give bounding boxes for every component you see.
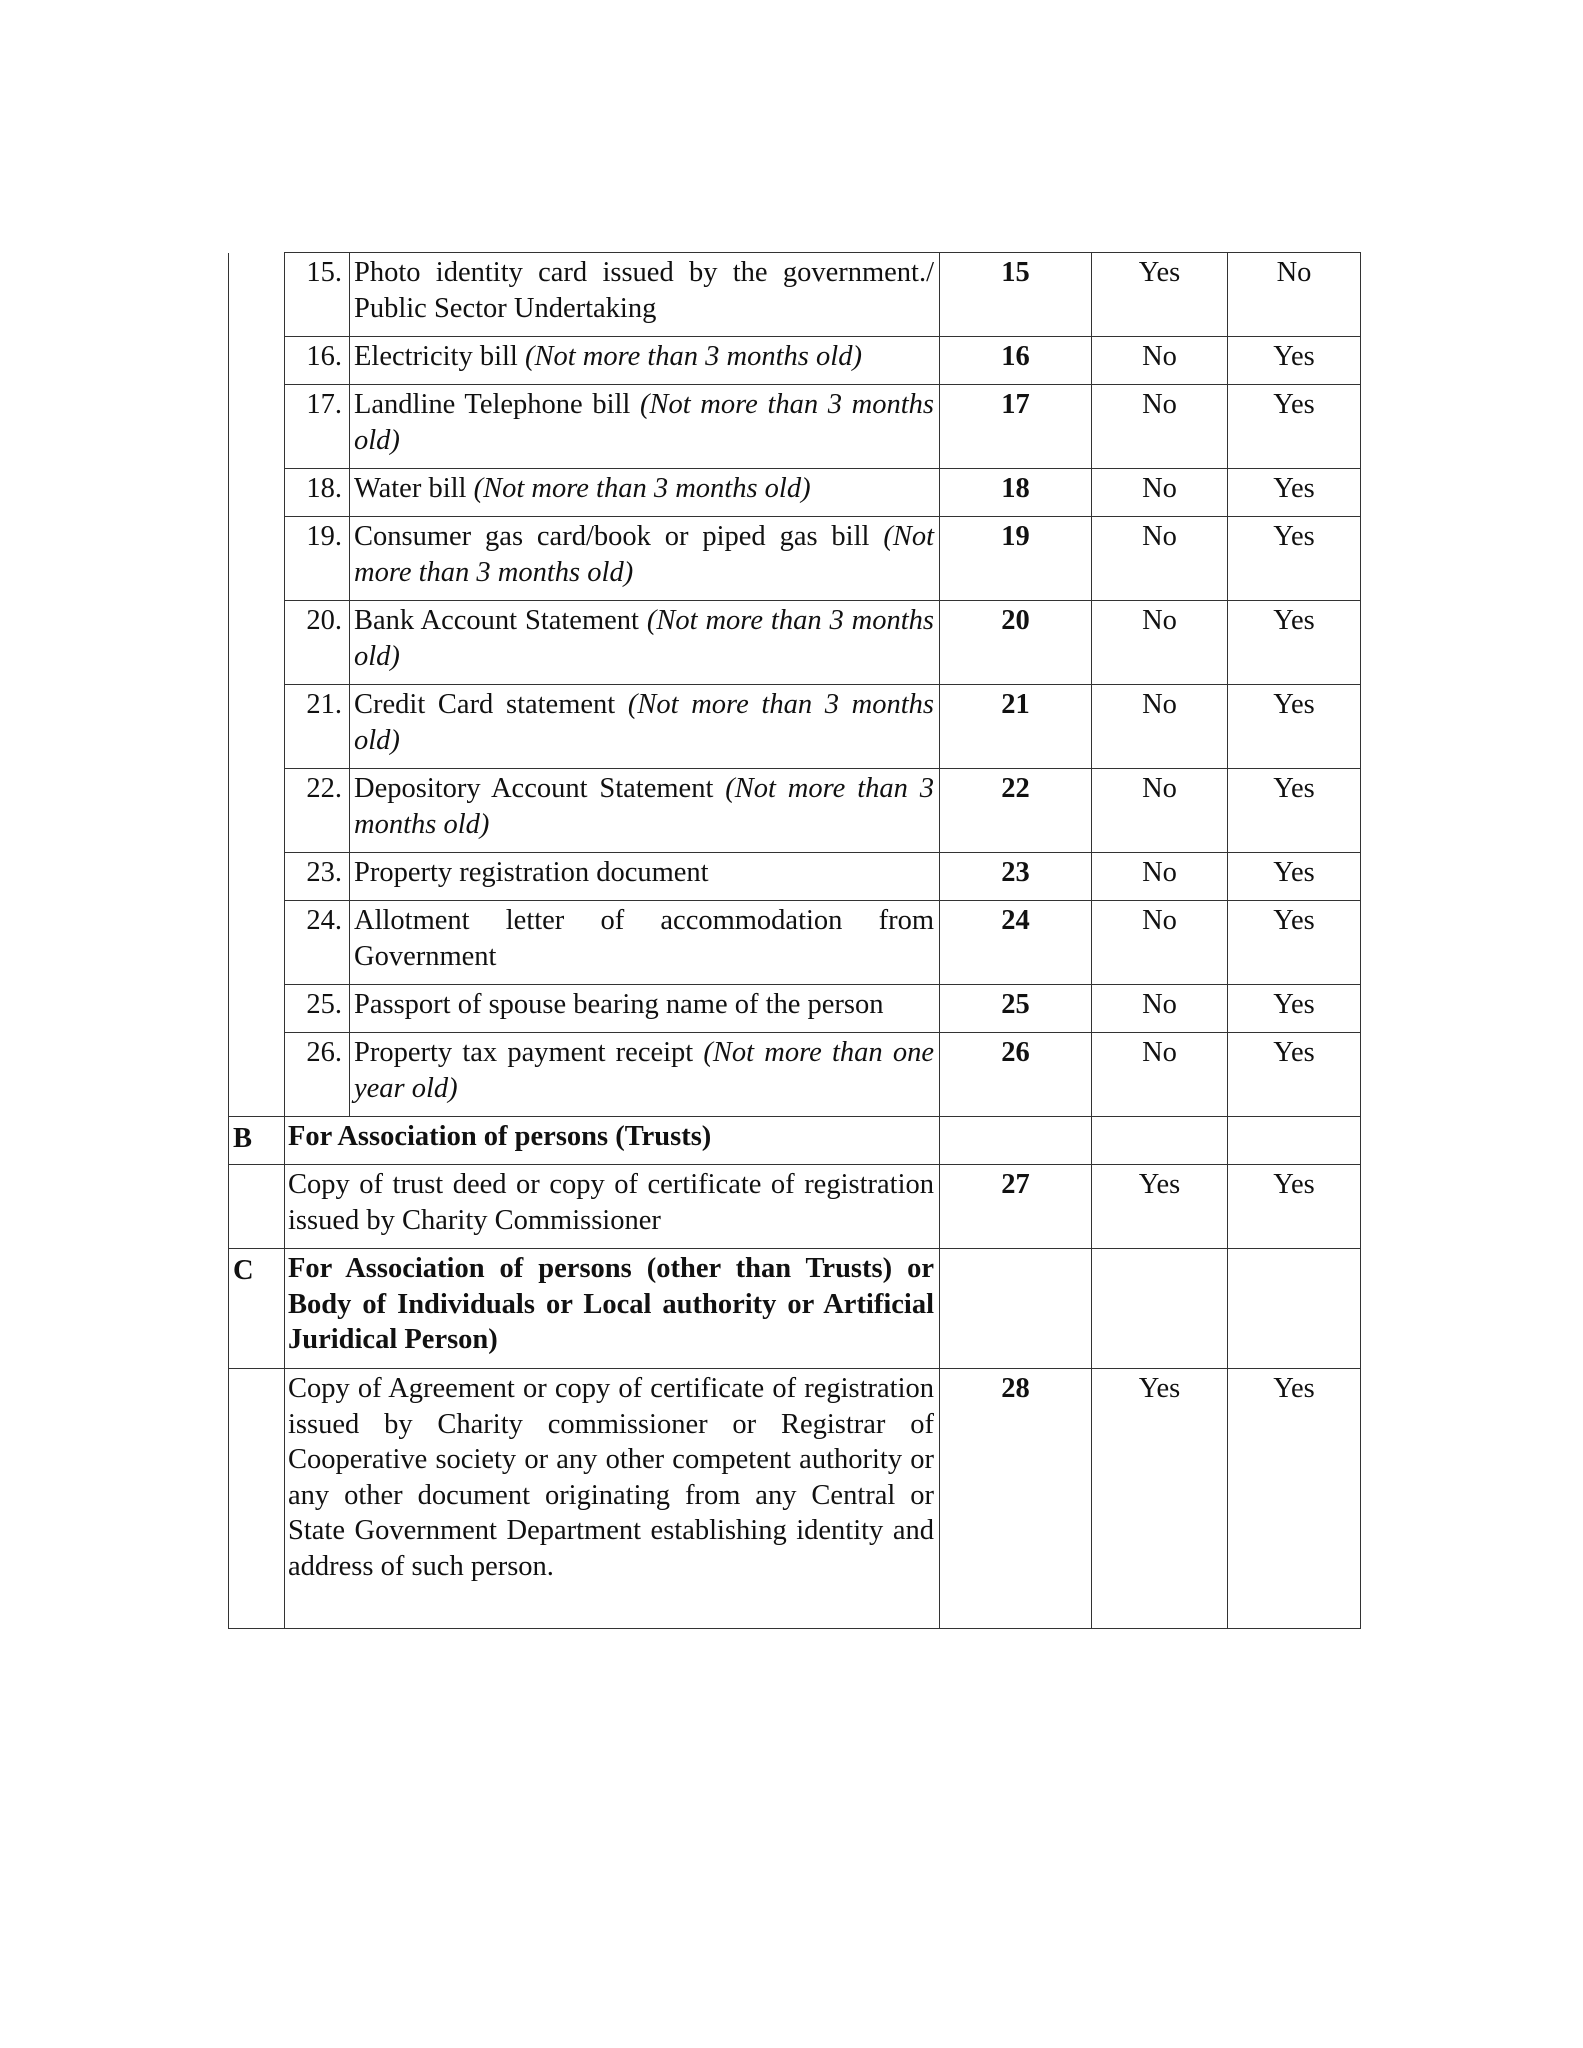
item-code: 28 xyxy=(940,1369,1092,1629)
section-letter-cell xyxy=(229,385,285,469)
item-code: 15 xyxy=(940,253,1092,337)
item-col4-value: Yes xyxy=(1228,601,1361,685)
section-letter: C xyxy=(229,1249,285,1369)
item-description xyxy=(350,1033,940,1117)
item-code: 17 xyxy=(940,385,1092,469)
item-number: 26. xyxy=(285,1033,350,1117)
item-text: Electricity bill xyxy=(354,341,518,372)
section-letter-cell xyxy=(229,469,285,517)
item-number: 18. xyxy=(285,469,350,517)
item-code: 19 xyxy=(940,517,1092,601)
table-row xyxy=(229,1165,1361,1249)
section-letter-cell xyxy=(229,985,285,1033)
item-col3-value: No xyxy=(1092,517,1228,601)
item-description xyxy=(350,517,940,601)
item-code: 24 xyxy=(940,901,1092,985)
proof-documents-table xyxy=(228,252,1361,1629)
item-number: 24. xyxy=(285,901,350,985)
empty-cell xyxy=(940,1249,1092,1369)
section-letter-cell xyxy=(229,685,285,769)
item-note: (Not more than 3 months old) xyxy=(354,521,935,588)
item-number: 20. xyxy=(285,601,350,685)
section-letter-cell xyxy=(229,517,285,601)
table-row xyxy=(229,253,1361,337)
empty-cell xyxy=(1228,1117,1361,1165)
item-col4-value: Yes xyxy=(1228,853,1361,901)
section-heading: For Association of persons (other than Trusts) or Body of Individuals or Local authority or Artificial Juridical Person) xyxy=(285,1249,940,1369)
item-col3-value: No xyxy=(1092,985,1228,1033)
section-letter-cell xyxy=(229,1369,285,1629)
empty-cell xyxy=(940,1117,1092,1165)
section-letter-cell xyxy=(229,769,285,853)
item-text: Landline Telephone bill xyxy=(354,389,631,420)
item-description xyxy=(350,901,940,985)
item-description xyxy=(350,469,940,517)
table-row xyxy=(229,469,1361,517)
item-description xyxy=(350,685,940,769)
item-description xyxy=(350,601,940,685)
item-code: 20 xyxy=(940,601,1092,685)
item-note: (Not more than 3 months old) xyxy=(354,689,934,756)
item-text: Photo identity card issued by the government./ Public Sector Undertaking xyxy=(354,257,934,324)
section-letter-cell xyxy=(229,1033,285,1117)
item-code: 23 xyxy=(940,853,1092,901)
table-row xyxy=(229,769,1361,853)
empty-cell xyxy=(1228,1249,1361,1369)
item-col4-value: Yes xyxy=(1228,517,1361,601)
item-col3-value: Yes xyxy=(1092,1165,1228,1249)
item-col3-value: No xyxy=(1092,685,1228,769)
item-code: 26 xyxy=(940,1033,1092,1117)
section-letter-cell xyxy=(229,853,285,901)
table-row xyxy=(229,601,1361,685)
item-number: 21. xyxy=(285,685,350,769)
item-col3-value: Yes xyxy=(1092,253,1228,337)
item-number: 17. xyxy=(285,385,350,469)
item-description xyxy=(350,853,940,901)
item-code: 16 xyxy=(940,337,1092,385)
item-description xyxy=(350,253,940,337)
item-col4-value: Yes xyxy=(1228,901,1361,985)
item-text: Passport of spouse bearing name of the person xyxy=(354,989,884,1020)
item-col4-value: Yes xyxy=(1228,685,1361,769)
item-description: Copy of trust deed or copy of certificate of registration issued by Charity Commissioner xyxy=(285,1165,940,1249)
item-text: Depository Account Statement xyxy=(354,773,714,804)
item-col3-value: No xyxy=(1092,601,1228,685)
item-note: (Not more than 3 months old) xyxy=(473,473,811,504)
table-row xyxy=(229,517,1361,601)
section-letter-cell xyxy=(229,1165,285,1249)
section-heading-row xyxy=(229,1117,1361,1165)
item-col3-value: No xyxy=(1092,337,1228,385)
item-col4-value: Yes xyxy=(1228,385,1361,469)
item-code: 21 xyxy=(940,685,1092,769)
item-col3-value: No xyxy=(1092,853,1228,901)
item-number: 25. xyxy=(285,985,350,1033)
table-row xyxy=(229,337,1361,385)
item-code: 18 xyxy=(940,469,1092,517)
table-body xyxy=(229,253,1361,1629)
item-col4-value: Yes xyxy=(1228,769,1361,853)
section-letter-cell xyxy=(229,253,285,337)
item-col4-value: Yes xyxy=(1228,1369,1361,1629)
empty-cell xyxy=(1092,1117,1228,1165)
item-col3-value: Yes xyxy=(1092,1369,1228,1629)
section-letter-cell xyxy=(229,337,285,385)
item-number: 16. xyxy=(285,337,350,385)
item-text: Property registration document xyxy=(354,857,709,888)
item-description xyxy=(350,769,940,853)
item-col3-value: No xyxy=(1092,385,1228,469)
item-text: Bank Account Statement xyxy=(354,605,639,636)
section-heading-row xyxy=(229,1249,1361,1369)
section-letter-cell xyxy=(229,601,285,685)
section-letter: B xyxy=(229,1117,285,1165)
table-row xyxy=(229,901,1361,985)
table-row xyxy=(229,1033,1361,1117)
item-note: (Not more than 3 months old) xyxy=(354,605,934,672)
item-text: Allotment letter of accommodation from Government xyxy=(354,905,934,972)
item-col4-value: Yes xyxy=(1228,469,1361,517)
item-col3-value: No xyxy=(1092,901,1228,985)
item-text: Credit Card statement xyxy=(354,689,616,720)
table-row xyxy=(229,685,1361,769)
table-row xyxy=(229,385,1361,469)
item-description xyxy=(350,337,940,385)
item-col4-value: Yes xyxy=(1228,985,1361,1033)
item-note: (Not more than 3 months old) xyxy=(524,341,862,372)
item-note: (Not more than 3 months old) xyxy=(354,389,934,456)
item-text: Water bill xyxy=(354,473,467,504)
item-col4-value: Yes xyxy=(1228,337,1361,385)
item-code: 25 xyxy=(940,985,1092,1033)
table-row xyxy=(229,985,1361,1033)
item-code: 22 xyxy=(940,769,1092,853)
item-number: 19. xyxy=(285,517,350,601)
item-description xyxy=(350,385,940,469)
item-col4-value: Yes xyxy=(1228,1033,1361,1117)
empty-cell xyxy=(1092,1249,1228,1369)
item-text: Consumer gas card/book or piped gas bill xyxy=(354,521,870,552)
item-number: 23. xyxy=(285,853,350,901)
item-number: 15. xyxy=(285,253,350,337)
section-letter-cell xyxy=(229,901,285,985)
item-col3-value: No xyxy=(1092,469,1228,517)
table-row xyxy=(229,1369,1361,1629)
item-description: Copy of Agreement or copy of certificate of registration issued by Charity commissioner or Registrar of Cooperative society or any other competent authority or any other document originating from any Central or State Government Department establishing identity and address of such person. xyxy=(285,1369,940,1629)
item-text: Property tax payment receipt xyxy=(354,1037,694,1068)
item-note: (Not more than one year old) xyxy=(354,1037,934,1104)
item-description xyxy=(350,985,940,1033)
item-col3-value: No xyxy=(1092,1033,1228,1117)
item-col4-value: Yes xyxy=(1228,1165,1361,1249)
table-row xyxy=(229,853,1361,901)
item-number: 22. xyxy=(285,769,350,853)
item-note: (Not more than 3 months old) xyxy=(354,773,934,840)
item-code: 27 xyxy=(940,1165,1092,1249)
item-col4-value: No xyxy=(1228,253,1361,337)
section-heading: For Association of persons (Trusts) xyxy=(285,1117,940,1165)
item-col3-value: No xyxy=(1092,769,1228,853)
